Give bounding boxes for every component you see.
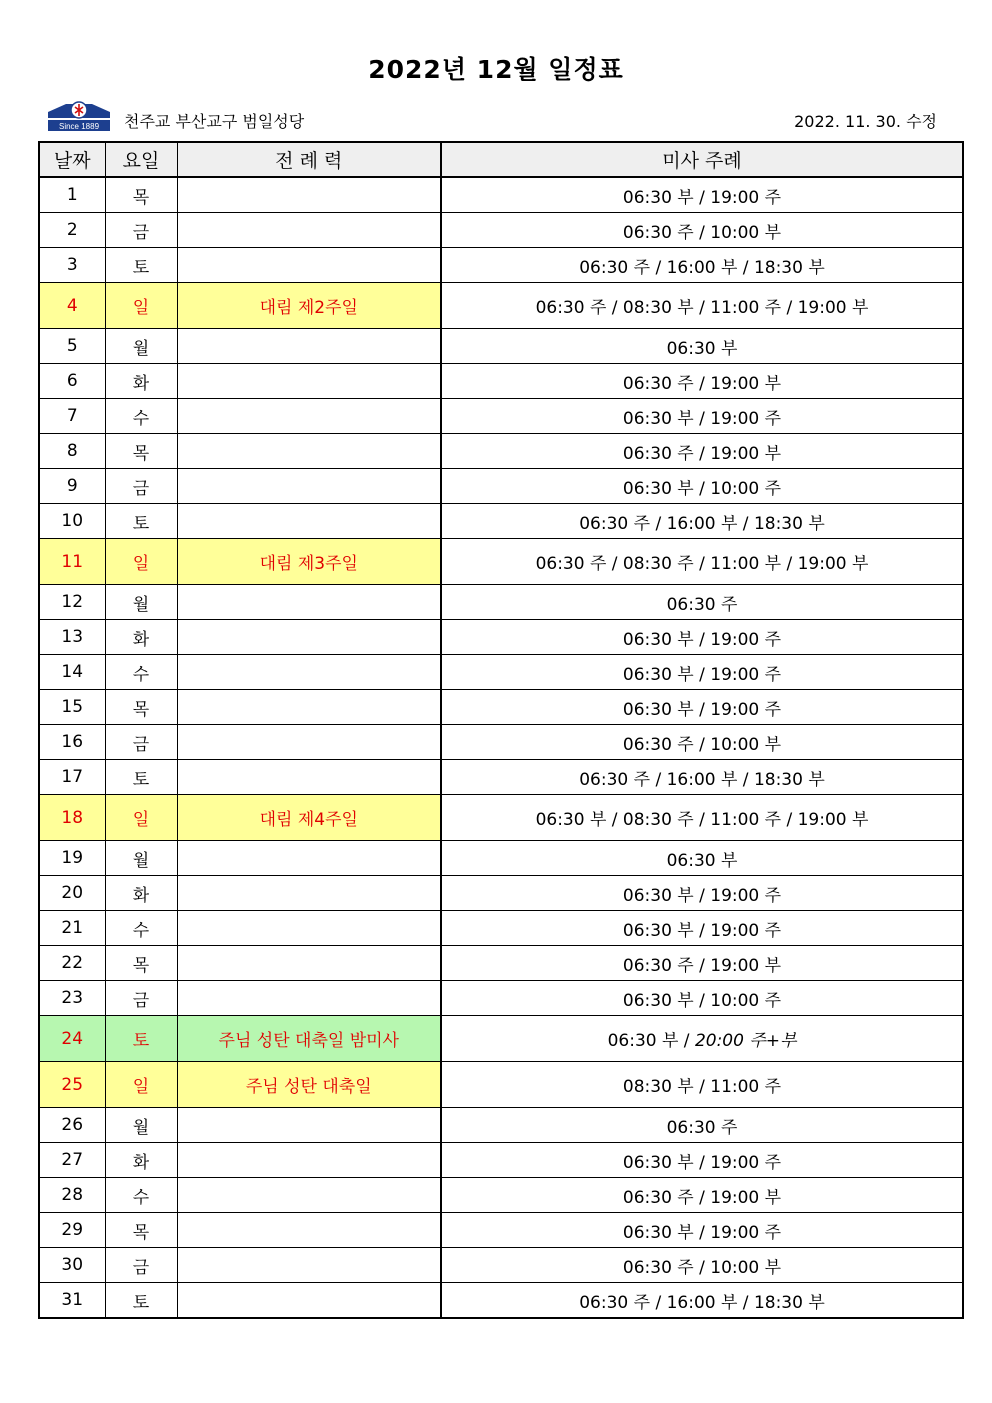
table-row xyxy=(39,248,963,283)
mass-cell xyxy=(441,981,963,1016)
liturgy-cell xyxy=(177,1143,441,1178)
day-cell: 수 xyxy=(105,655,177,690)
mass-cell xyxy=(441,213,963,248)
day-cell: 월 xyxy=(105,841,177,876)
table-row xyxy=(39,1178,963,1213)
table-row xyxy=(39,1016,963,1062)
date-cell: 24 xyxy=(39,1016,105,1062)
page-title: 2022년 12월 일정표 xyxy=(368,55,624,84)
liturgy-cell xyxy=(177,364,441,399)
liturgy-cell: 주님 성탄 대축일 xyxy=(177,1062,441,1108)
day-cell: 목 xyxy=(105,434,177,469)
mass-text: 06:30 주 / 10:00 부 xyxy=(622,734,782,755)
day-cell: 토 xyxy=(105,248,177,283)
mass-text: 06:30 주 / 16:00 부 / 18:30 부 xyxy=(579,257,825,278)
liturgy-cell xyxy=(177,760,441,795)
header-mass: 미사 주례 xyxy=(441,142,963,177)
liturgy-cell xyxy=(177,1213,441,1248)
mass-cell xyxy=(441,876,963,911)
liturgy-cell xyxy=(177,329,441,364)
liturgy-cell xyxy=(177,725,441,760)
mass-cell xyxy=(441,364,963,399)
day-cell: 목 xyxy=(105,946,177,981)
logo-text: Since 1889 xyxy=(58,122,100,131)
mass-cell xyxy=(441,946,963,981)
mass-text: 06:30 부 / xyxy=(607,1031,695,1051)
table-row xyxy=(39,981,963,1016)
liturgy-cell xyxy=(177,1178,441,1213)
mass-text: 06:30 부 / 10:00 주 xyxy=(622,478,782,499)
day-cell: 금 xyxy=(105,1248,177,1283)
liturgy-cell xyxy=(177,585,441,620)
table-row xyxy=(39,841,963,876)
day-cell: 수 xyxy=(105,1178,177,1213)
day-cell: 월 xyxy=(105,329,177,364)
day-cell: 토 xyxy=(105,760,177,795)
table-row xyxy=(39,690,963,725)
liturgy-cell xyxy=(177,1283,441,1319)
liturgy-cell xyxy=(177,469,441,504)
table-row xyxy=(39,539,963,585)
date-cell: 16 xyxy=(39,725,105,760)
date-cell: 27 xyxy=(39,1143,105,1178)
mass-text: 06:30 주 xyxy=(666,594,738,615)
church-name: 천주교 부산교구 범일성당 xyxy=(124,112,305,131)
day-cell: 목 xyxy=(105,690,177,725)
day-cell: 월 xyxy=(105,585,177,620)
table-row xyxy=(39,213,963,248)
mass-cell xyxy=(441,585,963,620)
date-cell: 20 xyxy=(39,876,105,911)
date-cell: 10 xyxy=(39,504,105,539)
date-cell: 18 xyxy=(39,795,105,841)
day-cell: 금 xyxy=(105,725,177,760)
date-cell: 21 xyxy=(39,911,105,946)
day-cell: 일 xyxy=(105,1062,177,1108)
liturgy-cell xyxy=(177,620,441,655)
table-row xyxy=(39,283,963,329)
mass-text: 06:30 부 / 19:00 주 xyxy=(622,1152,782,1173)
liturgy-cell xyxy=(177,841,441,876)
date-cell: 22 xyxy=(39,946,105,981)
date-cell: 1 xyxy=(39,177,105,213)
day-cell: 토 xyxy=(105,1016,177,1062)
table-row xyxy=(39,469,963,504)
liturgy-cell xyxy=(177,1108,441,1143)
mass-cell xyxy=(441,655,963,690)
day-cell: 목 xyxy=(105,1213,177,1248)
mass-text: 06:30 주 / 08:30 주 / 11:00 부 / 19:00 부 xyxy=(535,554,869,574)
day-cell: 금 xyxy=(105,981,177,1016)
mass-text: 06:30 부 / 19:00 주 xyxy=(622,629,782,650)
day-cell: 목 xyxy=(105,177,177,213)
mass-text: 06:30 부 / 10:00 주 xyxy=(622,990,782,1011)
mass-cell xyxy=(441,1143,963,1178)
liturgy-cell: 대림 제4주일 xyxy=(177,795,441,841)
mass-cell xyxy=(441,1248,963,1283)
table-row xyxy=(39,364,963,399)
day-cell: 화 xyxy=(105,1143,177,1178)
mass-cell xyxy=(441,399,963,434)
table-row xyxy=(39,795,963,841)
mass-text: 08:30 부 / 11:00 주 xyxy=(622,1077,782,1097)
church-logo xyxy=(46,98,112,132)
date-cell: 14 xyxy=(39,655,105,690)
mass-text: 06:30 부 / 19:00 주 xyxy=(622,920,782,941)
date-cell: 23 xyxy=(39,981,105,1016)
table-row xyxy=(39,1213,963,1248)
mass-cell xyxy=(441,841,963,876)
mass-text: 06:30 부 / 19:00 주 xyxy=(622,664,782,685)
mass-cell xyxy=(441,539,963,585)
day-cell: 수 xyxy=(105,911,177,946)
mass-cell xyxy=(441,1062,963,1108)
date-cell: 26 xyxy=(39,1108,105,1143)
day-cell: 일 xyxy=(105,283,177,329)
mass-cell xyxy=(441,911,963,946)
date-cell: 7 xyxy=(39,399,105,434)
header-liturgy: 전 례 력 xyxy=(177,142,441,177)
mass-cell xyxy=(441,469,963,504)
date-cell: 25 xyxy=(39,1062,105,1108)
mass-cell xyxy=(441,690,963,725)
mass-text: 06:30 주 / 10:00 부 xyxy=(622,222,782,243)
mass-cell xyxy=(441,795,963,841)
date-cell: 2 xyxy=(39,213,105,248)
mass-text: 06:30 부 / 19:00 주 xyxy=(622,699,782,720)
mass-text: 06:30 부 / 19:00 주 xyxy=(622,408,782,429)
mass-cell xyxy=(441,1283,963,1319)
liturgy-cell xyxy=(177,248,441,283)
liturgy-cell: 주님 성탄 대축일 밤미사 xyxy=(177,1016,441,1062)
date-cell: 13 xyxy=(39,620,105,655)
day-cell: 화 xyxy=(105,620,177,655)
date-cell: 4 xyxy=(39,283,105,329)
schedule-table xyxy=(38,141,964,1319)
mass-text: 06:30 주 / 08:30 부 / 11:00 주 / 19:00 부 xyxy=(535,298,869,318)
liturgy-cell xyxy=(177,177,441,213)
table-row xyxy=(39,725,963,760)
mass-cell xyxy=(441,504,963,539)
day-cell: 수 xyxy=(105,399,177,434)
date-cell: 17 xyxy=(39,760,105,795)
table-row xyxy=(39,1248,963,1283)
mass-text: 06:30 주 / 19:00 부 xyxy=(622,955,782,976)
mass-cell xyxy=(441,1016,963,1062)
table-row xyxy=(39,504,963,539)
mass-text: 06:30 주 / 19:00 부 xyxy=(622,443,782,464)
mass-text: 06:30 주 xyxy=(666,1117,738,1138)
liturgy-cell xyxy=(177,690,441,725)
mass-cell xyxy=(441,283,963,329)
day-cell: 일 xyxy=(105,539,177,585)
mass-cell xyxy=(441,434,963,469)
mass-text-italic: 20:00 주+부 xyxy=(694,1031,797,1051)
mass-text: 06:30 주 / 19:00 부 xyxy=(622,1187,782,1208)
liturgy-cell: 대림 제3주일 xyxy=(177,539,441,585)
table-row xyxy=(39,876,963,911)
liturgy-cell xyxy=(177,876,441,911)
date-cell: 19 xyxy=(39,841,105,876)
day-cell: 화 xyxy=(105,876,177,911)
liturgy-cell xyxy=(177,213,441,248)
mass-cell xyxy=(441,177,963,213)
liturgy-cell xyxy=(177,981,441,1016)
table-row xyxy=(39,1283,963,1319)
date-cell: 11 xyxy=(39,539,105,585)
table-row xyxy=(39,329,963,364)
day-cell: 토 xyxy=(105,504,177,539)
day-cell: 화 xyxy=(105,364,177,399)
day-cell: 일 xyxy=(105,795,177,841)
date-cell: 8 xyxy=(39,434,105,469)
day-cell: 금 xyxy=(105,213,177,248)
liturgy-cell: 대림 제2주일 xyxy=(177,283,441,329)
revision-date: 2022. 11. 30. 수정 xyxy=(794,112,937,131)
header-day: 요일 xyxy=(105,142,177,177)
table-header-row xyxy=(39,142,963,177)
table-row xyxy=(39,620,963,655)
mass-text: 06:30 부 xyxy=(666,850,738,871)
table-row xyxy=(39,655,963,690)
date-cell: 12 xyxy=(39,585,105,620)
day-cell: 금 xyxy=(105,469,177,504)
mass-cell xyxy=(441,1178,963,1213)
mass-text: 06:30 주 / 16:00 부 / 18:30 부 xyxy=(579,513,825,534)
mass-cell xyxy=(441,725,963,760)
table-row xyxy=(39,585,963,620)
header-date: 날짜 xyxy=(39,142,105,177)
mass-text: 06:30 주 / 16:00 부 / 18:30 부 xyxy=(579,1292,825,1313)
mass-text: 06:30 부 / 19:00 주 xyxy=(622,885,782,906)
mass-text: 06:30 부 xyxy=(666,338,738,359)
table-row xyxy=(39,177,963,213)
mass-text: 06:30 주 / 19:00 부 xyxy=(622,373,782,394)
liturgy-cell xyxy=(177,504,441,539)
mass-cell xyxy=(441,760,963,795)
mass-text: 06:30 주 / 16:00 부 / 18:30 부 xyxy=(579,769,825,790)
table-row xyxy=(39,760,963,795)
table-row xyxy=(39,1108,963,1143)
table-row xyxy=(39,946,963,981)
liturgy-cell xyxy=(177,911,441,946)
liturgy-cell xyxy=(177,655,441,690)
table-row xyxy=(39,911,963,946)
liturgy-cell xyxy=(177,1248,441,1283)
liturgy-cell xyxy=(177,399,441,434)
liturgy-cell xyxy=(177,946,441,981)
date-cell: 29 xyxy=(39,1213,105,1248)
date-cell: 9 xyxy=(39,469,105,504)
liturgy-cell xyxy=(177,434,441,469)
date-cell: 31 xyxy=(39,1283,105,1319)
mass-text: 06:30 부 / 08:30 주 / 11:00 주 / 19:00 부 xyxy=(535,810,869,830)
mass-cell xyxy=(441,1108,963,1143)
mass-cell xyxy=(441,248,963,283)
mass-cell xyxy=(441,620,963,655)
mass-text: 06:30 부 / 19:00 주 xyxy=(622,1222,782,1243)
day-cell: 토 xyxy=(105,1283,177,1319)
table-row xyxy=(39,399,963,434)
date-cell: 6 xyxy=(39,364,105,399)
mass-cell xyxy=(441,1213,963,1248)
date-cell: 30 xyxy=(39,1248,105,1283)
table-row xyxy=(39,434,963,469)
date-cell: 15 xyxy=(39,690,105,725)
date-cell: 3 xyxy=(39,248,105,283)
mass-text: 06:30 주 / 10:00 부 xyxy=(622,1257,782,1278)
date-cell: 28 xyxy=(39,1178,105,1213)
table-row xyxy=(39,1062,963,1108)
mass-text: 06:30 부 / 19:00 주 xyxy=(622,187,782,208)
mass-cell xyxy=(441,329,963,364)
day-cell: 월 xyxy=(105,1108,177,1143)
date-cell: 5 xyxy=(39,329,105,364)
table-row xyxy=(39,1143,963,1178)
